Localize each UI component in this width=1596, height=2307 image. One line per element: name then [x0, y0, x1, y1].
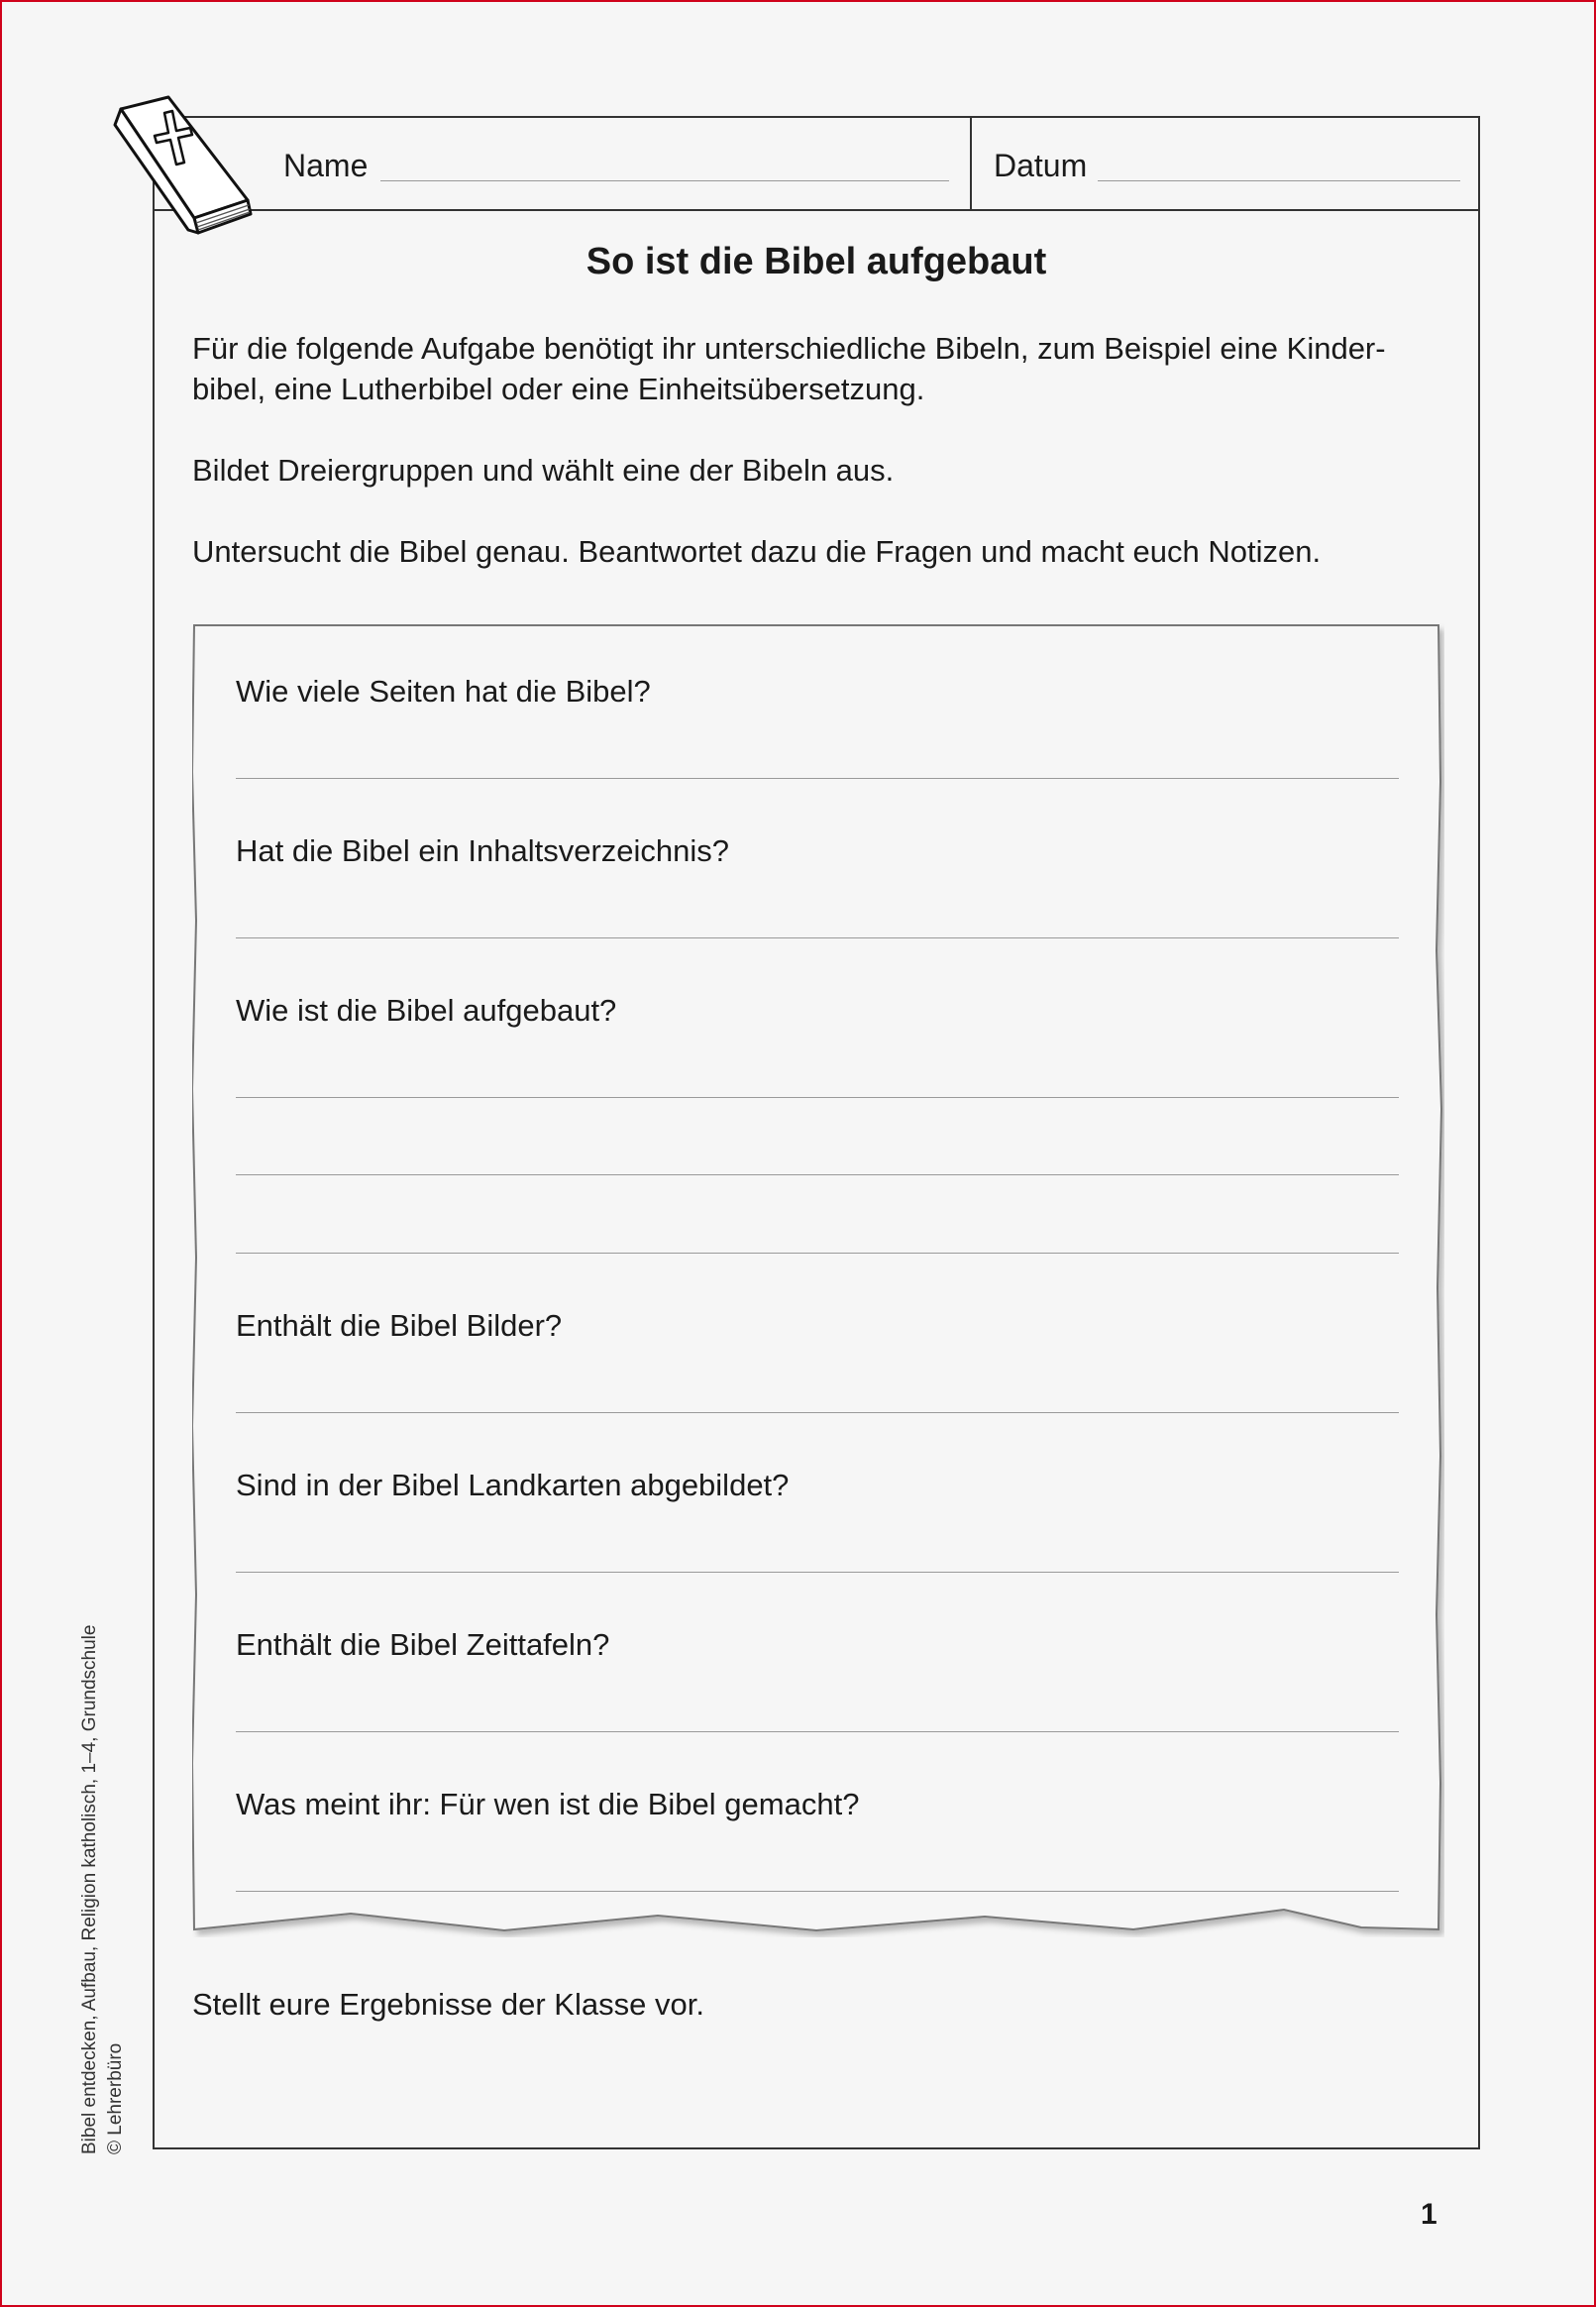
- name-field[interactable]: [380, 180, 949, 181]
- bible-with-cross-icon: [111, 91, 260, 240]
- header-divider: [970, 118, 972, 209]
- credit-line-1: Bibel entdecken, Aufbau, Religion katholisch, 1–4, Grundschule: [79, 1624, 100, 2154]
- intro-line-2: bibel, eine Lutherbibel oder eine Einheitsübersetzung.: [192, 372, 925, 406]
- answer-line-4[interactable]: [236, 1412, 1399, 1413]
- question-1: Wie viele Seiten hat die Bibel?: [236, 674, 651, 709]
- date-label: Datum: [994, 148, 1088, 183]
- question-6: Enthält die Bibel Zeittafeln?: [236, 1627, 610, 1662]
- answer-line-5[interactable]: [236, 1572, 1399, 1573]
- answer-line-3b[interactable]: [236, 1174, 1399, 1175]
- copyright-credit: [77, 1625, 129, 2154]
- question-2: Hat die Bibel ein Inhaltsverzeichnis?: [236, 833, 729, 868]
- answer-line-6[interactable]: [236, 1731, 1399, 1732]
- question-4: Enthält die Bibel Bilder?: [236, 1308, 563, 1343]
- intro-step-examine: Untersucht die Bibel genau. Beantwortet dazu die Fragen und macht euch Notizen.: [192, 534, 1322, 569]
- answer-line-1[interactable]: [236, 778, 1399, 779]
- worksheet-frame: [153, 116, 1480, 2149]
- question-3: Wie ist die Bibel aufgebaut?: [236, 993, 617, 1028]
- answer-line-2[interactable]: [236, 937, 1399, 938]
- date-field[interactable]: [1098, 180, 1460, 181]
- name-label: Name: [283, 148, 369, 183]
- answer-line-7[interactable]: [236, 1891, 1399, 1892]
- question-7: Was meint ihr: Für wen ist die Bibel gemacht?: [236, 1787, 860, 1821]
- torn-paper-shape: [192, 623, 1444, 1937]
- question-5: Sind in der Bibel Landkarten abgebildet?: [236, 1468, 790, 1502]
- worksheet-title: So ist die Bibel aufgebaut: [585, 241, 1047, 282]
- question-box: [192, 623, 1444, 1937]
- answer-line-3c[interactable]: [236, 1253, 1399, 1254]
- credit-line-2: © Lehrerbüro: [105, 2042, 126, 2154]
- answer-line-3a[interactable]: [236, 1097, 1399, 1098]
- intro-step-groups: Bildet Dreiergruppen und wählt eine der Bibeln aus.: [192, 453, 895, 488]
- page-number: 1: [1421, 2198, 1437, 2231]
- intro-line-1: Für die folgende Aufgabe benötigt ihr unterschiedliche Bibeln, zum Beispiel eine Kinder-: [192, 331, 1386, 366]
- header-row: [155, 118, 1478, 211]
- closing-instruction: Stellt eure Ergebnisse der Klasse vor.: [192, 1987, 704, 2022]
